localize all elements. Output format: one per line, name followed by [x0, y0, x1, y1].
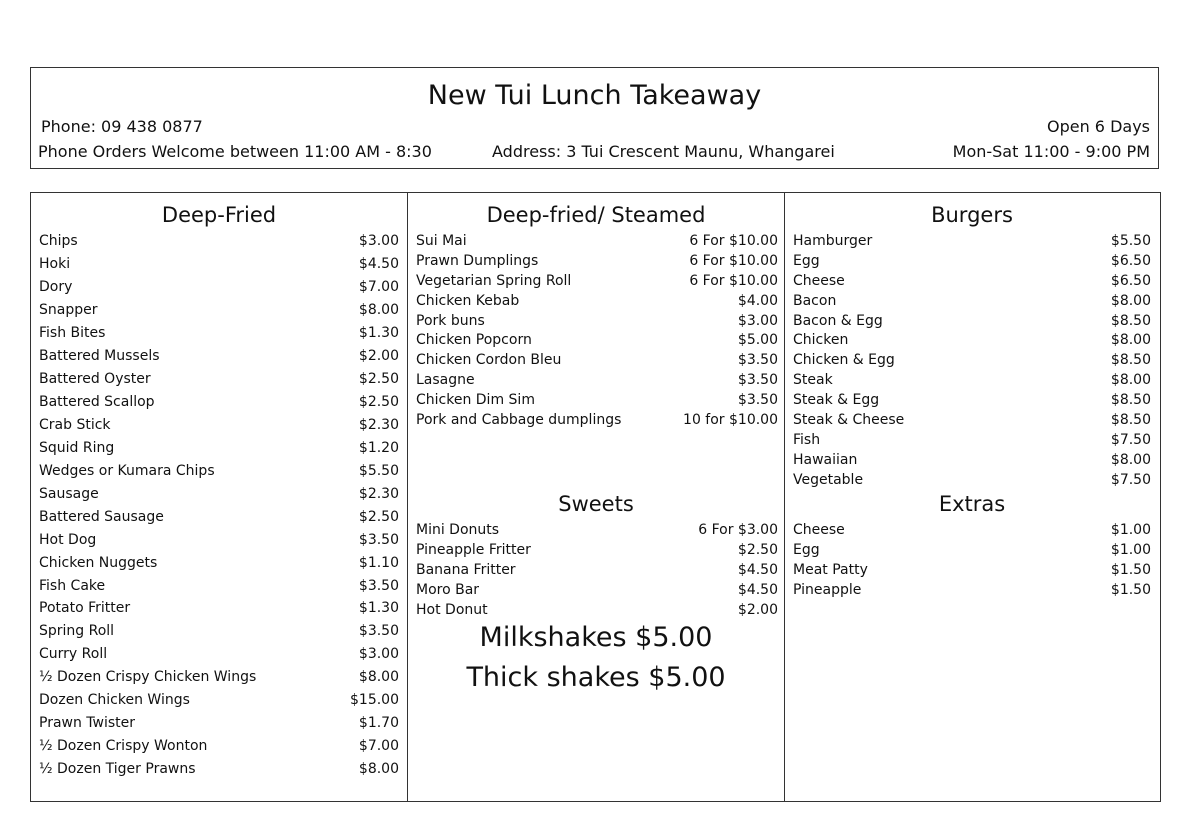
menu-item-name: Cheese: [793, 521, 845, 538]
menu-item-price: $15.00: [350, 692, 399, 709]
menu-item: [416, 540, 778, 560]
menu-item-name: Snapper: [39, 302, 98, 319]
menu-item-price: $4.00: [737, 292, 778, 309]
menu-item-price: $7.00: [358, 279, 399, 296]
menu-item: [39, 230, 399, 253]
menu-item-name: Battered Sausage: [39, 508, 164, 525]
steamed-list: [416, 231, 778, 430]
menu-item-price: $8.00: [1110, 292, 1151, 309]
menu-item-price: $8.00: [358, 669, 399, 686]
menu-item-price: $1.10: [358, 554, 399, 571]
menu-item-name: Vegetarian Spring Roll: [416, 272, 572, 289]
menu-item-price: $2.50: [358, 508, 399, 525]
menu-item-price: $1.00: [1110, 521, 1151, 538]
menu-item-name: Chicken Dim Sim: [416, 392, 535, 409]
menu-item-price: $1.50: [1110, 561, 1151, 578]
menu-item-name: Pork buns: [416, 312, 485, 329]
menu-item-name: Crab Stick: [39, 416, 111, 433]
menu-item-name: Mini Donuts: [416, 521, 500, 538]
menu-item-name: Hamburger: [793, 232, 873, 249]
menu-item-price: $7.50: [1110, 431, 1151, 448]
menu-item-price: $4.50: [737, 581, 778, 598]
menu-item-name: Sui Mai: [416, 232, 467, 249]
menu-item: [39, 459, 399, 482]
menu-item: [793, 450, 1151, 470]
menu-item: [39, 368, 399, 391]
menu-item-name: Cheese: [793, 272, 845, 289]
menu-item-price: $3.00: [737, 312, 778, 329]
menu-item: [39, 505, 399, 528]
menu-item: [39, 345, 399, 368]
deep-fried-column: [31, 193, 408, 801]
menu-item-name: Moro Bar: [416, 581, 480, 598]
sweets-list: [416, 520, 778, 619]
menu-item-name: ½ Dozen Crispy Wonton: [39, 738, 208, 755]
phone-orders-note: Phone Orders Welcome between 11:00 AM - 8:30: [38, 142, 432, 161]
menu-item-price: $2.30: [358, 485, 399, 502]
menu-item-name: Battered Mussels: [39, 348, 160, 365]
menu-item: [793, 390, 1151, 410]
menu-item-name: Potato Fritter: [39, 600, 131, 617]
section-title-sweets: Sweets: [558, 492, 634, 516]
phone-number: Phone: 09 438 0877: [41, 117, 203, 136]
menu-item-name: Prawn Twister: [39, 715, 136, 732]
menu-item-price: 6 For $10.00: [689, 252, 778, 269]
menu-item-price: $8.00: [1110, 372, 1151, 389]
menu-item: [793, 410, 1151, 430]
burgers-column: [785, 193, 1159, 801]
menu-item: [793, 271, 1151, 291]
menu-item: [39, 276, 399, 299]
menu-item-name: ½ Dozen Tiger Prawns: [39, 761, 196, 778]
menu-item: [793, 350, 1151, 370]
menu-item-name: Hoki: [39, 256, 71, 273]
menu-item-price: $2.30: [358, 416, 399, 433]
menu-item-name: Chicken Popcorn: [416, 332, 532, 349]
menu-item-price: $8.50: [1110, 392, 1151, 409]
menu-item: [39, 391, 399, 414]
menu-item-price: 10 for $10.00: [683, 411, 778, 428]
menu-item-price: $1.00: [1110, 541, 1151, 558]
menu-item-price: $3.00: [358, 233, 399, 250]
menu-item: [39, 551, 399, 574]
menu-item: [793, 520, 1151, 540]
menu-item-name: Chips: [39, 233, 78, 250]
menu-item: [793, 330, 1151, 350]
menu-item: [416, 560, 778, 580]
menu-item: [416, 311, 778, 331]
menu-item-price: $2.00: [737, 601, 778, 618]
menu-item: [416, 520, 778, 540]
menu-item: [793, 560, 1151, 580]
thick-shakes-price: Thick shakes $5.00: [466, 662, 726, 693]
menu-item: [793, 231, 1151, 251]
menu-item-name: Fish Bites: [39, 325, 106, 342]
menu-item: [39, 414, 399, 437]
menu-item-price: $6.50: [1110, 252, 1151, 269]
menu-item-name: Squid Ring: [39, 439, 115, 456]
menu-item: [416, 231, 778, 251]
menu-item: [39, 643, 399, 666]
menu-item-name: Bacon & Egg: [793, 312, 883, 329]
menu-item-price: $8.50: [1110, 312, 1151, 329]
menu-item-price: $8.00: [1110, 332, 1151, 349]
menu-item: [416, 370, 778, 390]
menu-item: [793, 580, 1151, 600]
menu-item-price: $8.50: [1110, 411, 1151, 428]
section-title-steamed: Deep-fried/ Steamed: [486, 203, 706, 227]
menu-item-name: Battered Oyster: [39, 371, 151, 388]
menu-item-name: ½ Dozen Crispy Chicken Wings: [39, 669, 257, 686]
menu-item-price: $2.00: [358, 348, 399, 365]
menu-item-name: Fish: [793, 431, 821, 448]
menu-item: [416, 330, 778, 350]
menu-item-name: Pineapple Fritter: [416, 541, 531, 558]
menu-item-name: Vegetable: [793, 471, 864, 488]
menu-item: [416, 580, 778, 600]
menu-item-price: $5.00: [737, 332, 778, 349]
menu-header: [30, 67, 1159, 169]
open-days: Open 6 Days: [1046, 117, 1150, 136]
menu-item: [416, 410, 778, 430]
menu-item-name: Steak: [793, 372, 833, 389]
menu-item-price: $5.50: [358, 462, 399, 479]
menu-item-name: Chicken Nuggets: [39, 554, 158, 571]
menu-item: [39, 574, 399, 597]
menu-item-price: $3.50: [737, 392, 778, 409]
menu-item-price: $4.50: [737, 561, 778, 578]
menu-item-price: $3.50: [737, 372, 778, 389]
menu-item-price: $3.50: [358, 577, 399, 594]
menu-item: [39, 758, 399, 781]
menu-item-price: $1.30: [358, 600, 399, 617]
menu-item: [416, 251, 778, 271]
menu-item-name: Meat Patty: [793, 561, 868, 578]
menu-item-price: $3.50: [358, 531, 399, 548]
menu-item-name: Chicken: [793, 332, 849, 349]
menu-item: [39, 436, 399, 459]
menu-item-name: Fish Cake: [39, 577, 106, 594]
menu-item-name: Hot Donut: [416, 601, 488, 618]
restaurant-title: New Tui Lunch Takeaway: [427, 80, 762, 111]
menu-item-price: $1.20: [358, 439, 399, 456]
menu-item: [39, 322, 399, 345]
menu-item-name: Hot Dog: [39, 531, 97, 548]
section-title-extras: Extras: [938, 492, 1006, 516]
steamed-column: [408, 193, 785, 801]
menu-item-price: $4.50: [358, 256, 399, 273]
menu-item-price: $1.50: [1110, 581, 1151, 598]
menu-item: [416, 271, 778, 291]
menu-item: [39, 666, 399, 689]
menu-item-price: $2.50: [358, 394, 399, 411]
menu-item: [39, 299, 399, 322]
menu-item: [793, 311, 1151, 331]
menu-item-price: $1.70: [358, 715, 399, 732]
menu-item-price: $2.50: [737, 541, 778, 558]
menu-item-name: Egg: [793, 252, 820, 269]
menu-item-name: Egg: [793, 541, 820, 558]
menu-item: [39, 482, 399, 505]
deep-fried-list: [39, 230, 399, 781]
menu-item-name: Spring Roll: [39, 623, 115, 640]
menu-item-name: Steak & Egg: [793, 392, 880, 409]
menu-item-price: $3.50: [737, 352, 778, 369]
menu-item-name: Steak & Cheese: [793, 411, 905, 428]
menu-item-price: $1.30: [358, 325, 399, 342]
menu-item: [416, 390, 778, 410]
milkshakes-price: Milkshakes $5.00: [479, 622, 713, 653]
menu-item: [793, 430, 1151, 450]
menu-item: [416, 291, 778, 311]
menu-item: [793, 540, 1151, 560]
menu-item-name: Lasagne: [416, 372, 475, 389]
menu-item: [793, 291, 1151, 311]
menu-item: [39, 712, 399, 735]
menu-item-name: Bacon: [793, 292, 837, 309]
menu-item-name: Prawn Dumplings: [416, 252, 539, 269]
menu-item-name: Banana Fritter: [416, 561, 516, 578]
menu-item-price: $8.50: [1110, 352, 1151, 369]
menu-item-name: Curry Roll: [39, 646, 108, 663]
menu-item-price: 6 For $10.00: [689, 232, 778, 249]
menu-item: [39, 735, 399, 758]
menu-item: [793, 470, 1151, 490]
extras-list: [793, 520, 1151, 600]
menu-item-price: 6 For $3.00: [698, 521, 778, 538]
menu-item-price: 6 For $10.00: [689, 272, 778, 289]
menu-item-price: $6.50: [1110, 272, 1151, 289]
menu-item: [39, 597, 399, 620]
menu-item-name: Chicken Kebab: [416, 292, 520, 309]
menu-item-name: Battered Scallop: [39, 394, 155, 411]
menu-item: [416, 350, 778, 370]
menu-board: [30, 192, 1161, 802]
menu-item-price: $3.00: [358, 646, 399, 663]
opening-hours: Mon-Sat 11:00 - 9:00 PM: [952, 142, 1150, 161]
menu-item-name: Chicken & Egg: [793, 352, 895, 369]
menu-item: [39, 528, 399, 551]
section-title-deep-fried: Deep-Fried: [161, 203, 277, 227]
menu-item-name: Dozen Chicken Wings: [39, 692, 190, 709]
menu-item: [39, 253, 399, 276]
menu-item-price: $8.00: [358, 302, 399, 319]
menu-item-name: Dory: [39, 279, 73, 296]
burgers-list: [793, 231, 1151, 490]
menu-item-name: Hawaiian: [793, 451, 858, 468]
menu-item-name: Sausage: [39, 485, 99, 502]
menu-item-price: $8.00: [358, 761, 399, 778]
menu-item-name: Pineapple: [793, 581, 862, 598]
menu-item-price: $7.50: [1110, 471, 1151, 488]
section-title-burgers: Burgers: [931, 203, 1013, 227]
menu-item: [416, 600, 778, 620]
menu-item-price: $5.50: [1110, 232, 1151, 249]
menu-item-price: $3.50: [358, 623, 399, 640]
menu-item-price: $2.50: [358, 371, 399, 388]
menu-item-price: $8.00: [1110, 451, 1151, 468]
menu-item-name: Pork and Cabbage dumplings: [416, 411, 622, 428]
menu-item: [793, 251, 1151, 271]
menu-item: [793, 370, 1151, 390]
menu-item-price: $7.00: [358, 738, 399, 755]
address: Address: 3 Tui Crescent Maunu, Whangarei: [492, 142, 835, 161]
menu-item-name: Wedges or Kumara Chips: [39, 462, 215, 479]
menu-item: [39, 689, 399, 712]
menu-item: [39, 620, 399, 643]
menu-item-name: Chicken Cordon Bleu: [416, 352, 562, 369]
